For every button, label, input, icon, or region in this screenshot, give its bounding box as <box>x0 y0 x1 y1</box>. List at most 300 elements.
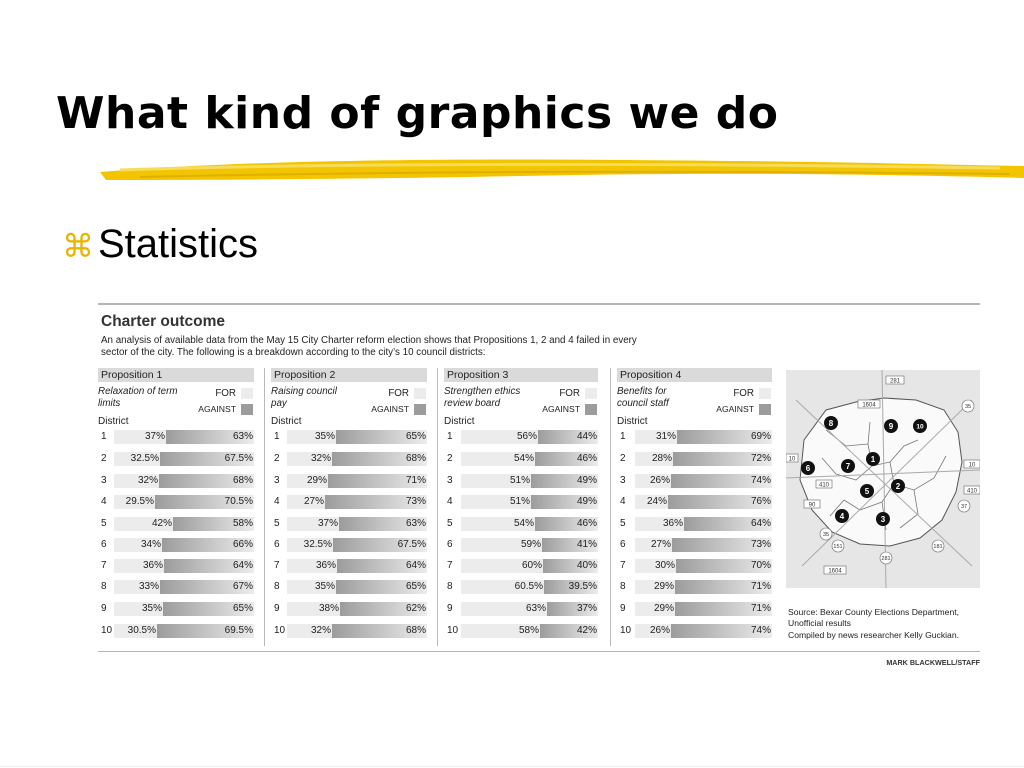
bar-for <box>287 495 325 509</box>
district-number: 6 <box>101 539 107 550</box>
district-marker: 5 <box>864 487 870 496</box>
district-bar-row <box>114 624 254 638</box>
district-bar-row <box>461 517 598 531</box>
panel-divider <box>264 368 265 646</box>
map-road-label: 281 <box>889 378 901 385</box>
legend-against-swatch <box>585 404 597 415</box>
legend-for-swatch <box>585 388 597 399</box>
district-column-label: District <box>98 416 129 427</box>
value-for-label: 29% <box>653 603 674 614</box>
legend-for-label: FOR <box>733 388 754 399</box>
district-bar-row <box>635 580 772 594</box>
bar-for <box>635 517 684 531</box>
panel-divider <box>437 368 438 646</box>
map-road-label: 410 <box>818 482 830 489</box>
bar-for <box>461 580 544 594</box>
district-marker: 10 <box>916 423 924 431</box>
map-road-label: 410 <box>966 488 978 495</box>
district-bar-row <box>114 580 254 594</box>
value-for-label: 27% <box>650 539 671 550</box>
value-against-label: 49% <box>576 475 597 486</box>
slide-title: What kind of graphics we do <box>56 88 779 139</box>
value-for-label: 26% <box>649 475 670 486</box>
district-bar-row <box>461 538 598 552</box>
value-against-label: 67% <box>232 581 253 592</box>
bar-for <box>114 430 166 444</box>
value-against-label: 71% <box>750 603 771 614</box>
bar-for <box>287 538 333 552</box>
district-bar-row <box>461 495 598 509</box>
value-for-label: 34% <box>140 539 161 550</box>
bar-against <box>157 624 254 638</box>
legend-against-swatch <box>759 404 771 415</box>
value-against-label: 69% <box>750 431 771 442</box>
value-for-label: 32.5% <box>130 453 159 464</box>
value-against-label: 76% <box>750 496 771 507</box>
bar-for <box>635 602 675 616</box>
district-number: 5 <box>447 518 453 529</box>
compiled-by: Compiled by news researcher Kelly Guckian. <box>788 630 959 640</box>
bar-for <box>287 430 336 444</box>
bar-for <box>635 452 673 466</box>
value-against-label: 67.5% <box>397 539 426 550</box>
bar-against <box>677 430 772 444</box>
value-for-label: 37% <box>144 431 165 442</box>
value-against-label: 63% <box>232 431 253 442</box>
district-bar-row <box>114 538 254 552</box>
district-bar-row <box>461 559 598 573</box>
bar-for <box>114 474 159 488</box>
district-bar-row <box>461 580 598 594</box>
value-against-label: 46% <box>576 518 597 529</box>
value-for-label: 26% <box>649 625 670 636</box>
district-bar-row <box>461 452 598 466</box>
value-against-label: 71% <box>750 581 771 592</box>
district-bar-row <box>635 474 772 488</box>
district-number: 5 <box>274 518 280 529</box>
district-number: 3 <box>620 475 626 486</box>
value-against-label: 74% <box>750 475 771 486</box>
district-number: 1 <box>274 431 280 442</box>
value-against-label: 49% <box>576 496 597 507</box>
credit-line: MARK BLACKWELL/STAFF <box>886 658 980 667</box>
value-against-label: 41% <box>576 539 597 550</box>
value-against-label: 67.5% <box>224 453 253 464</box>
source-note <box>788 607 980 641</box>
value-for-label: 29.5% <box>125 496 154 507</box>
district-number: 4 <box>101 496 107 507</box>
bar-for <box>287 474 328 488</box>
graphic-intro: An analysis of available data from the May 15 City Charter reform election shows that Propositions 1, 2 and 4 failed in every sector of the city. The following is a breakdown according to the city’s 10 council districts: <box>101 335 637 358</box>
district-bar-row <box>114 452 254 466</box>
value-against-label: 73% <box>405 496 426 507</box>
bar-against <box>337 559 427 573</box>
district-marker: 1 <box>870 455 876 464</box>
bar-against <box>542 538 598 552</box>
district-bar-row <box>287 517 427 531</box>
district-number: 1 <box>620 431 626 442</box>
district-column-label: District <box>617 416 648 427</box>
value-for-label: 32.5% <box>303 539 332 550</box>
command-key-icon: ⌘ <box>62 228 94 264</box>
value-for-label: 24% <box>646 496 667 507</box>
value-for-label: 63% <box>525 603 546 614</box>
value-against-label: 65% <box>232 603 253 614</box>
value-for-label: 54% <box>513 453 534 464</box>
map-road-label: 1604 <box>828 568 842 575</box>
bar-against <box>684 517 772 531</box>
district-number: 3 <box>447 475 453 486</box>
legend-for-label: FOR <box>388 388 409 399</box>
district-number: 9 <box>620 603 626 614</box>
legend-for-swatch <box>759 388 771 399</box>
value-against-label: 68% <box>405 625 426 636</box>
value-against-label: 64% <box>405 560 426 571</box>
proposition-subtitle: Relaxation of term limits <box>98 386 178 409</box>
value-against-label: 44% <box>576 431 597 442</box>
district-bar-row <box>461 602 598 616</box>
district-bar-row <box>635 495 772 509</box>
top-rule <box>98 303 980 305</box>
bar-against <box>333 538 427 552</box>
district-bar-row <box>635 559 772 573</box>
value-against-label: 68% <box>405 453 426 464</box>
value-for-label: 30% <box>654 560 675 571</box>
bar-against <box>540 624 598 638</box>
bar-for <box>635 474 671 488</box>
district-bar-row <box>287 624 427 638</box>
bar-against <box>547 602 598 616</box>
district-bar-row <box>287 559 427 573</box>
value-for-label: 36% <box>142 560 163 571</box>
value-for-label: 32% <box>137 475 158 486</box>
value-for-label: 29% <box>306 475 327 486</box>
district-bar-row <box>635 452 772 466</box>
bar-for <box>114 495 155 509</box>
bar-against <box>675 580 772 594</box>
district-marker: 2 <box>895 482 901 491</box>
bar-against <box>531 495 598 509</box>
footer-rule <box>0 766 1024 767</box>
value-for-label: 32% <box>310 453 331 464</box>
bar-for <box>287 624 332 638</box>
map-road-label: 10 <box>968 462 976 469</box>
bar-for <box>287 580 336 594</box>
district-number: 10 <box>620 625 632 636</box>
district-number: 6 <box>447 539 453 550</box>
bar-against <box>325 495 427 509</box>
bar-for <box>114 538 162 552</box>
bar-for <box>635 538 672 552</box>
bar-for <box>114 602 163 616</box>
district-bar-row <box>635 602 772 616</box>
value-against-label: 46% <box>576 453 597 464</box>
map-road-label: 37 <box>960 504 968 510</box>
bar-for <box>114 580 160 594</box>
district-number: 5 <box>620 518 626 529</box>
district-bar-row <box>114 495 254 509</box>
bar-for <box>287 559 337 573</box>
proposition-title: Proposition 3 <box>444 368 598 382</box>
district-marker: 6 <box>805 464 811 473</box>
bar-against <box>173 517 254 531</box>
district-bar-row <box>114 602 254 616</box>
bar-against <box>531 474 598 488</box>
district-number: 2 <box>620 453 626 464</box>
district-number: 8 <box>274 581 280 592</box>
map-road-label: 35 <box>964 404 972 410</box>
district-number: 9 <box>274 603 280 614</box>
bar-for <box>461 474 531 488</box>
value-for-label: 32% <box>310 625 331 636</box>
value-for-label: 27% <box>303 496 324 507</box>
district-number: 6 <box>274 539 280 550</box>
legend-against-label: AGAINST <box>371 404 409 414</box>
district-marker: 9 <box>888 422 894 431</box>
value-against-label: 39.5% <box>568 581 597 592</box>
value-against-label: 42% <box>576 625 597 636</box>
bar-against <box>339 517 427 531</box>
value-for-label: 35% <box>314 431 335 442</box>
legend-against-swatch <box>241 404 253 415</box>
legend-against-label: AGAINST <box>198 404 236 414</box>
legend-for-label: FOR <box>215 388 236 399</box>
value-against-label: 68% <box>232 475 253 486</box>
district-number: 7 <box>620 560 626 571</box>
proposition-title: Proposition 1 <box>98 368 254 382</box>
legend-against-label: AGAINST <box>716 404 754 414</box>
value-against-label: 70% <box>750 560 771 571</box>
value-against-label: 58% <box>232 518 253 529</box>
district-bar-row <box>635 538 772 552</box>
value-for-label: 35% <box>314 581 335 592</box>
district-number: 10 <box>101 625 113 636</box>
bar-against <box>332 452 427 466</box>
district-column-label: District <box>271 416 302 427</box>
district-number: 4 <box>447 496 453 507</box>
bar-against <box>673 452 772 466</box>
district-number: 7 <box>101 560 107 571</box>
district-bar-row <box>287 495 427 509</box>
proposition-subtitle: Benefits for council staff <box>617 386 669 409</box>
bar-against <box>543 559 598 573</box>
value-for-label: 60% <box>521 560 542 571</box>
district-bar-row <box>635 624 772 638</box>
legend-against-swatch <box>414 404 426 415</box>
value-for-label: 35% <box>141 603 162 614</box>
district-bar-row <box>287 474 427 488</box>
bar-for <box>114 559 164 573</box>
bar-for <box>461 517 535 531</box>
value-against-label: 66% <box>232 539 253 550</box>
district-number: 9 <box>447 603 453 614</box>
bullet-item <box>62 222 258 267</box>
district-marker: 3 <box>880 515 886 524</box>
value-against-label: 64% <box>750 518 771 529</box>
value-for-label: 54% <box>513 518 534 529</box>
proposition-subtitle: Raising council pay <box>271 386 337 409</box>
value-for-label: 56% <box>516 431 537 442</box>
brush-stroke-underline <box>100 150 1024 190</box>
map-road-label: 35 <box>822 532 830 538</box>
district-number: 2 <box>101 453 107 464</box>
district-number: 10 <box>274 625 286 636</box>
district-number: 9 <box>101 603 107 614</box>
value-against-label: 69.5% <box>224 625 253 636</box>
value-against-label: 65% <box>405 581 426 592</box>
proposition-title: Proposition 4 <box>617 368 772 382</box>
map-road-label: 10 <box>788 456 796 463</box>
value-for-label: 36% <box>662 518 683 529</box>
bar-against <box>155 495 254 509</box>
council-district-map <box>786 370 980 588</box>
value-for-label: 33% <box>138 581 159 592</box>
district-bar-row <box>287 602 427 616</box>
value-for-label: 31% <box>655 431 676 442</box>
district-marker: 7 <box>845 462 851 471</box>
bullet-text: Statistics <box>98 222 259 266</box>
map-road-label: 151 <box>833 544 843 550</box>
bar-against <box>535 517 598 531</box>
value-for-label: 59% <box>520 539 541 550</box>
district-number: 1 <box>447 431 453 442</box>
bar-against <box>671 624 772 638</box>
district-bar-row <box>635 430 772 444</box>
district-number: 2 <box>274 453 280 464</box>
bar-for <box>461 602 547 616</box>
value-for-label: 60.5% <box>514 581 543 592</box>
bar-against <box>328 474 427 488</box>
value-against-label: 64% <box>232 560 253 571</box>
bar-for <box>461 452 535 466</box>
bar-against <box>538 430 598 444</box>
bar-for <box>287 602 340 616</box>
bar-for <box>114 517 173 531</box>
bar-against <box>676 559 772 573</box>
map-road-label: 281 <box>881 556 891 562</box>
bar-for <box>635 580 675 594</box>
bar-for <box>287 452 332 466</box>
bar-for <box>635 495 668 509</box>
bar-for <box>114 624 157 638</box>
district-number: 7 <box>274 560 280 571</box>
bar-against <box>164 559 254 573</box>
district-bar-row <box>114 430 254 444</box>
bar-against <box>668 495 772 509</box>
district-bar-row <box>635 517 772 531</box>
district-number: 7 <box>447 560 453 571</box>
district-number: 3 <box>274 475 280 486</box>
bar-against <box>160 580 254 594</box>
bar-against <box>672 538 772 552</box>
value-for-label: 51% <box>509 475 530 486</box>
district-number: 1 <box>101 431 107 442</box>
bar-for <box>461 538 542 552</box>
value-against-label: 71% <box>405 475 426 486</box>
district-bar-row <box>461 474 598 488</box>
value-against-label: 70.5% <box>224 496 253 507</box>
legend-for-swatch <box>241 388 253 399</box>
bar-for <box>461 624 540 638</box>
bar-for <box>461 495 531 509</box>
legend-for-swatch <box>414 388 426 399</box>
bottom-rule <box>98 651 980 652</box>
bar-against <box>671 474 772 488</box>
bar-against <box>332 624 427 638</box>
district-bar-row <box>461 430 598 444</box>
bar-for <box>461 559 543 573</box>
value-for-label: 42% <box>151 518 172 529</box>
district-bar-row <box>287 538 427 552</box>
district-bar-row <box>287 430 427 444</box>
value-for-label: 38% <box>318 603 339 614</box>
bar-for <box>287 517 339 531</box>
district-number: 8 <box>447 581 453 592</box>
bar-against <box>166 430 254 444</box>
bar-against <box>544 580 598 594</box>
value-against-label: 74% <box>750 625 771 636</box>
bar-for <box>635 430 677 444</box>
bar-against <box>162 538 254 552</box>
district-bar-row <box>287 452 427 466</box>
district-bar-row <box>114 474 254 488</box>
bar-against <box>159 474 254 488</box>
proposition-subtitle: Strengthen ethics review board <box>444 386 521 409</box>
value-against-label: 37% <box>576 603 597 614</box>
map-road-label: 181 <box>933 544 943 550</box>
bar-against <box>336 430 427 444</box>
value-for-label: 28% <box>651 453 672 464</box>
bar-for <box>461 430 538 444</box>
source-text: Source: Bexar County Elections Department, Unofficial results <box>788 607 960 628</box>
district-column-label: District <box>444 416 475 427</box>
bar-for <box>635 624 671 638</box>
district-bar-row <box>287 580 427 594</box>
legend-against-label: AGAINST <box>542 404 580 414</box>
district-number: 8 <box>620 581 626 592</box>
panel-divider <box>610 368 611 646</box>
district-number: 5 <box>101 518 107 529</box>
value-for-label: 58% <box>518 625 539 636</box>
graphic-title: Charter outcome <box>101 313 226 330</box>
value-for-label: 30.5% <box>127 625 156 636</box>
bar-for <box>114 452 160 466</box>
value-for-label: 37% <box>317 518 338 529</box>
value-against-label: 63% <box>405 518 426 529</box>
district-number: 4 <box>620 496 626 507</box>
charter-outcome-graphic <box>98 300 982 672</box>
bar-against <box>336 580 427 594</box>
district-number: 3 <box>101 475 107 486</box>
district-number: 6 <box>620 539 626 550</box>
district-number: 10 <box>447 625 459 636</box>
bar-against <box>160 452 254 466</box>
map-road-label: 90 <box>808 502 816 509</box>
district-number: 8 <box>101 581 107 592</box>
value-against-label: 72% <box>750 453 771 464</box>
value-for-label: 29% <box>653 581 674 592</box>
value-against-label: 40% <box>576 560 597 571</box>
district-number: 4 <box>274 496 280 507</box>
value-against-label: 65% <box>405 431 426 442</box>
bar-for <box>635 559 676 573</box>
district-bar-row <box>114 559 254 573</box>
proposition-title: Proposition 2 <box>271 368 427 382</box>
bar-against <box>163 602 254 616</box>
value-for-label: 36% <box>315 560 336 571</box>
legend-for-label: FOR <box>559 388 580 399</box>
value-against-label: 73% <box>750 539 771 550</box>
